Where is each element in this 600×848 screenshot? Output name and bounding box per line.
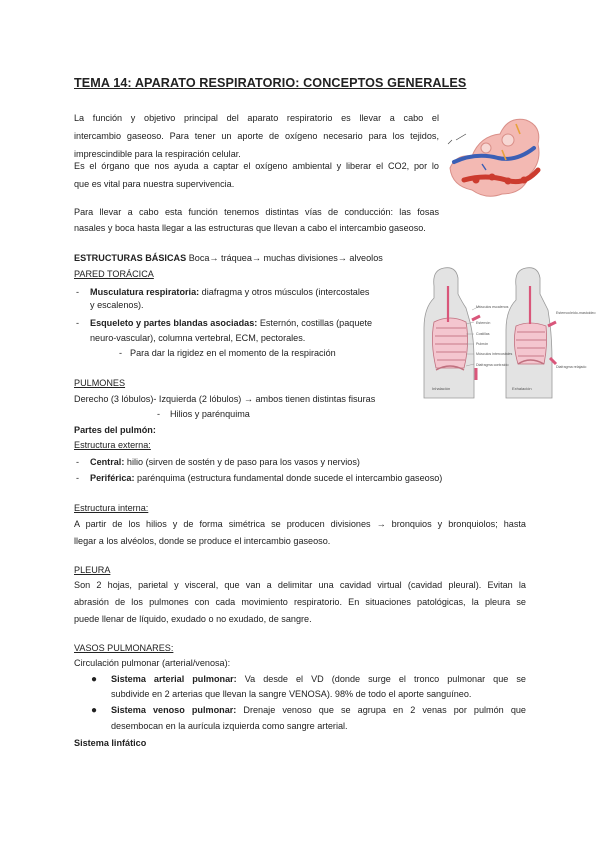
periferica-text: parénquima (estructura fundamental donde sucede el intercambio gaseoso) (134, 473, 443, 483)
esqueleto-text: Esternón, costillas (paquete (257, 318, 373, 328)
linfatico-heading: Sistema linfático (74, 738, 147, 748)
page-title: TEMA 14: APARATO RESPIRATORIO: CONCEPTOS GENERALES (74, 76, 467, 90)
dash-bullet: - (76, 473, 80, 483)
periferica-label: Periférica: (90, 473, 135, 483)
label-exhalacion: Exhalación (512, 386, 532, 391)
pleura-heading: PLEURA (74, 565, 111, 575)
intro-line-4: Es el órgano que nos ayuda a captar el oxígeno ambiental y liberar el CO2, por lo (74, 161, 439, 171)
bullet-icon: ● (91, 674, 98, 685)
partes-heading: Partes del pulmón: (74, 425, 156, 435)
pulmones-line: Derecho (3 lóbulos)- Izquierda (2 lóbulos) → ambos tienen distintas fisuras (74, 394, 376, 404)
conduccion-line-1: Para llevar a cabo esta función tenemos distintas vías de conducción: las fosas (74, 207, 439, 217)
label-inhalacion: Inhalación (432, 386, 451, 391)
interna-line-1: A partir de los hilios y de forma simétrica se producen divisiones → bronquios y bronquiolos; hasta (74, 519, 526, 529)
estructura-externa-heading: Estructura externa: (74, 440, 151, 450)
alveolus-illustration (446, 110, 544, 202)
arterial-line-2: subdivide en 2 arterias que llevan la sangre VENOSA). 98% de todo el aporte sanguíneo. (111, 689, 472, 699)
dash-bullet: - (76, 287, 80, 297)
central-label: Central: (90, 457, 125, 467)
estructura-interna-heading: Estructura interna: (74, 503, 149, 513)
central-text: hilio (sirven de sostén y de paso para los vasos y nervios) (124, 457, 360, 467)
musculatura-line-2: y escalenos). (90, 300, 144, 310)
pleura-line-2: abrasión de los pulmones con cada movimiento respiratorio. En situaciones patológicas, la pleura se (74, 597, 526, 607)
estructuras-label: ESTRUCTURAS BÁSICAS (74, 253, 187, 263)
circulacion-line: Circulación pulmonar (arterial/venosa): (74, 658, 231, 668)
dash-bullet: - (76, 457, 80, 467)
dash-bullet: - (157, 409, 161, 419)
intro-line-2: intercambio gaseoso. Para tener un aporte de oxígeno necesario para los tejidos, (74, 131, 439, 141)
breathing-illustration (410, 264, 596, 398)
pulmones-sub: Hilios y parénquima (170, 409, 250, 419)
venoso-label: Sistema venoso pulmonar: (111, 705, 237, 715)
vasos-heading: VASOS PULMONARES: (74, 643, 174, 653)
venoso-text: Drenaje venoso que se agrupa en 2 venas por pulmón que (236, 705, 526, 715)
central-line (90, 454, 360, 472)
pared-sub: Para dar la rigidez en el momento de la respiración (130, 348, 336, 358)
venoso-line-2: desembocan en la aurícula izquierda como sangre arterial. (111, 721, 348, 731)
label-intercostales: Músculos intercostales (476, 352, 513, 356)
label-diafragma-contraido: Diafragma contraído (476, 363, 509, 367)
pleura-line-1: Son 2 hojas, parietal y visceral, que van a delimitar una cavidad virtual (cavidad pleural). Evitan la (74, 580, 526, 590)
estructuras-text: Boca→ tráquea→ muchas divisiones→ alveolos (186, 253, 383, 263)
label-costillas: Costillas (476, 332, 490, 336)
pared-heading: PARED TORÁCICA (74, 269, 154, 279)
esqueleto-label: Esqueleto y partes blandas asociadas: (90, 318, 258, 328)
label-esternon: Esternón (476, 321, 491, 325)
venoso-line-1 (111, 702, 526, 720)
intro-line-3: imprescindible para la respiración celular. (74, 149, 241, 159)
estructuras-line (74, 250, 383, 268)
musculatura-text: diafragma y otros músculos (intercostales (199, 287, 370, 297)
label-pulmon: Pulmón (476, 342, 489, 346)
musculatura-label: Musculatura respiratoria: (90, 287, 200, 297)
dash-bullet: - (119, 348, 123, 358)
label-diafragma-relajado: Diafragma relajado (556, 365, 587, 369)
intro-line-5: que es vital para nuestra supervivencia. (74, 179, 235, 189)
periferica-line (90, 470, 442, 488)
conduccion-line-2: nasales y boca hasta llegar a las estructuras que llevan a cabo el intercambio gaseoso. (74, 223, 426, 233)
dash-bullet: - (76, 318, 80, 328)
label-musculos: Músculos escalenos (476, 305, 509, 309)
pulmones-heading: PULMONES (74, 378, 126, 388)
interna-line-2: llegar a los alvéolos, donde se produce el intercambio gaseoso. (74, 536, 331, 546)
bullet-icon: ● (91, 705, 98, 716)
intro-line-1: La función y objetivo principal del aparato respiratorio es llevar a cabo el (74, 113, 439, 123)
esqueleto-line-2: neuro-vascular), columna vertebral, ECM, pectorales. (90, 333, 306, 343)
label-esternocleido: Esternocleido-mastoideo (556, 311, 596, 315)
arterial-text: Va desde el VD (donde surge el tronco pulmonar que se (236, 674, 526, 684)
arterial-label: Sistema arterial pulmonar: (111, 674, 237, 684)
pleura-line-3: puede llenar de líquido, exudado o no exudado, de sangre. (74, 614, 312, 624)
